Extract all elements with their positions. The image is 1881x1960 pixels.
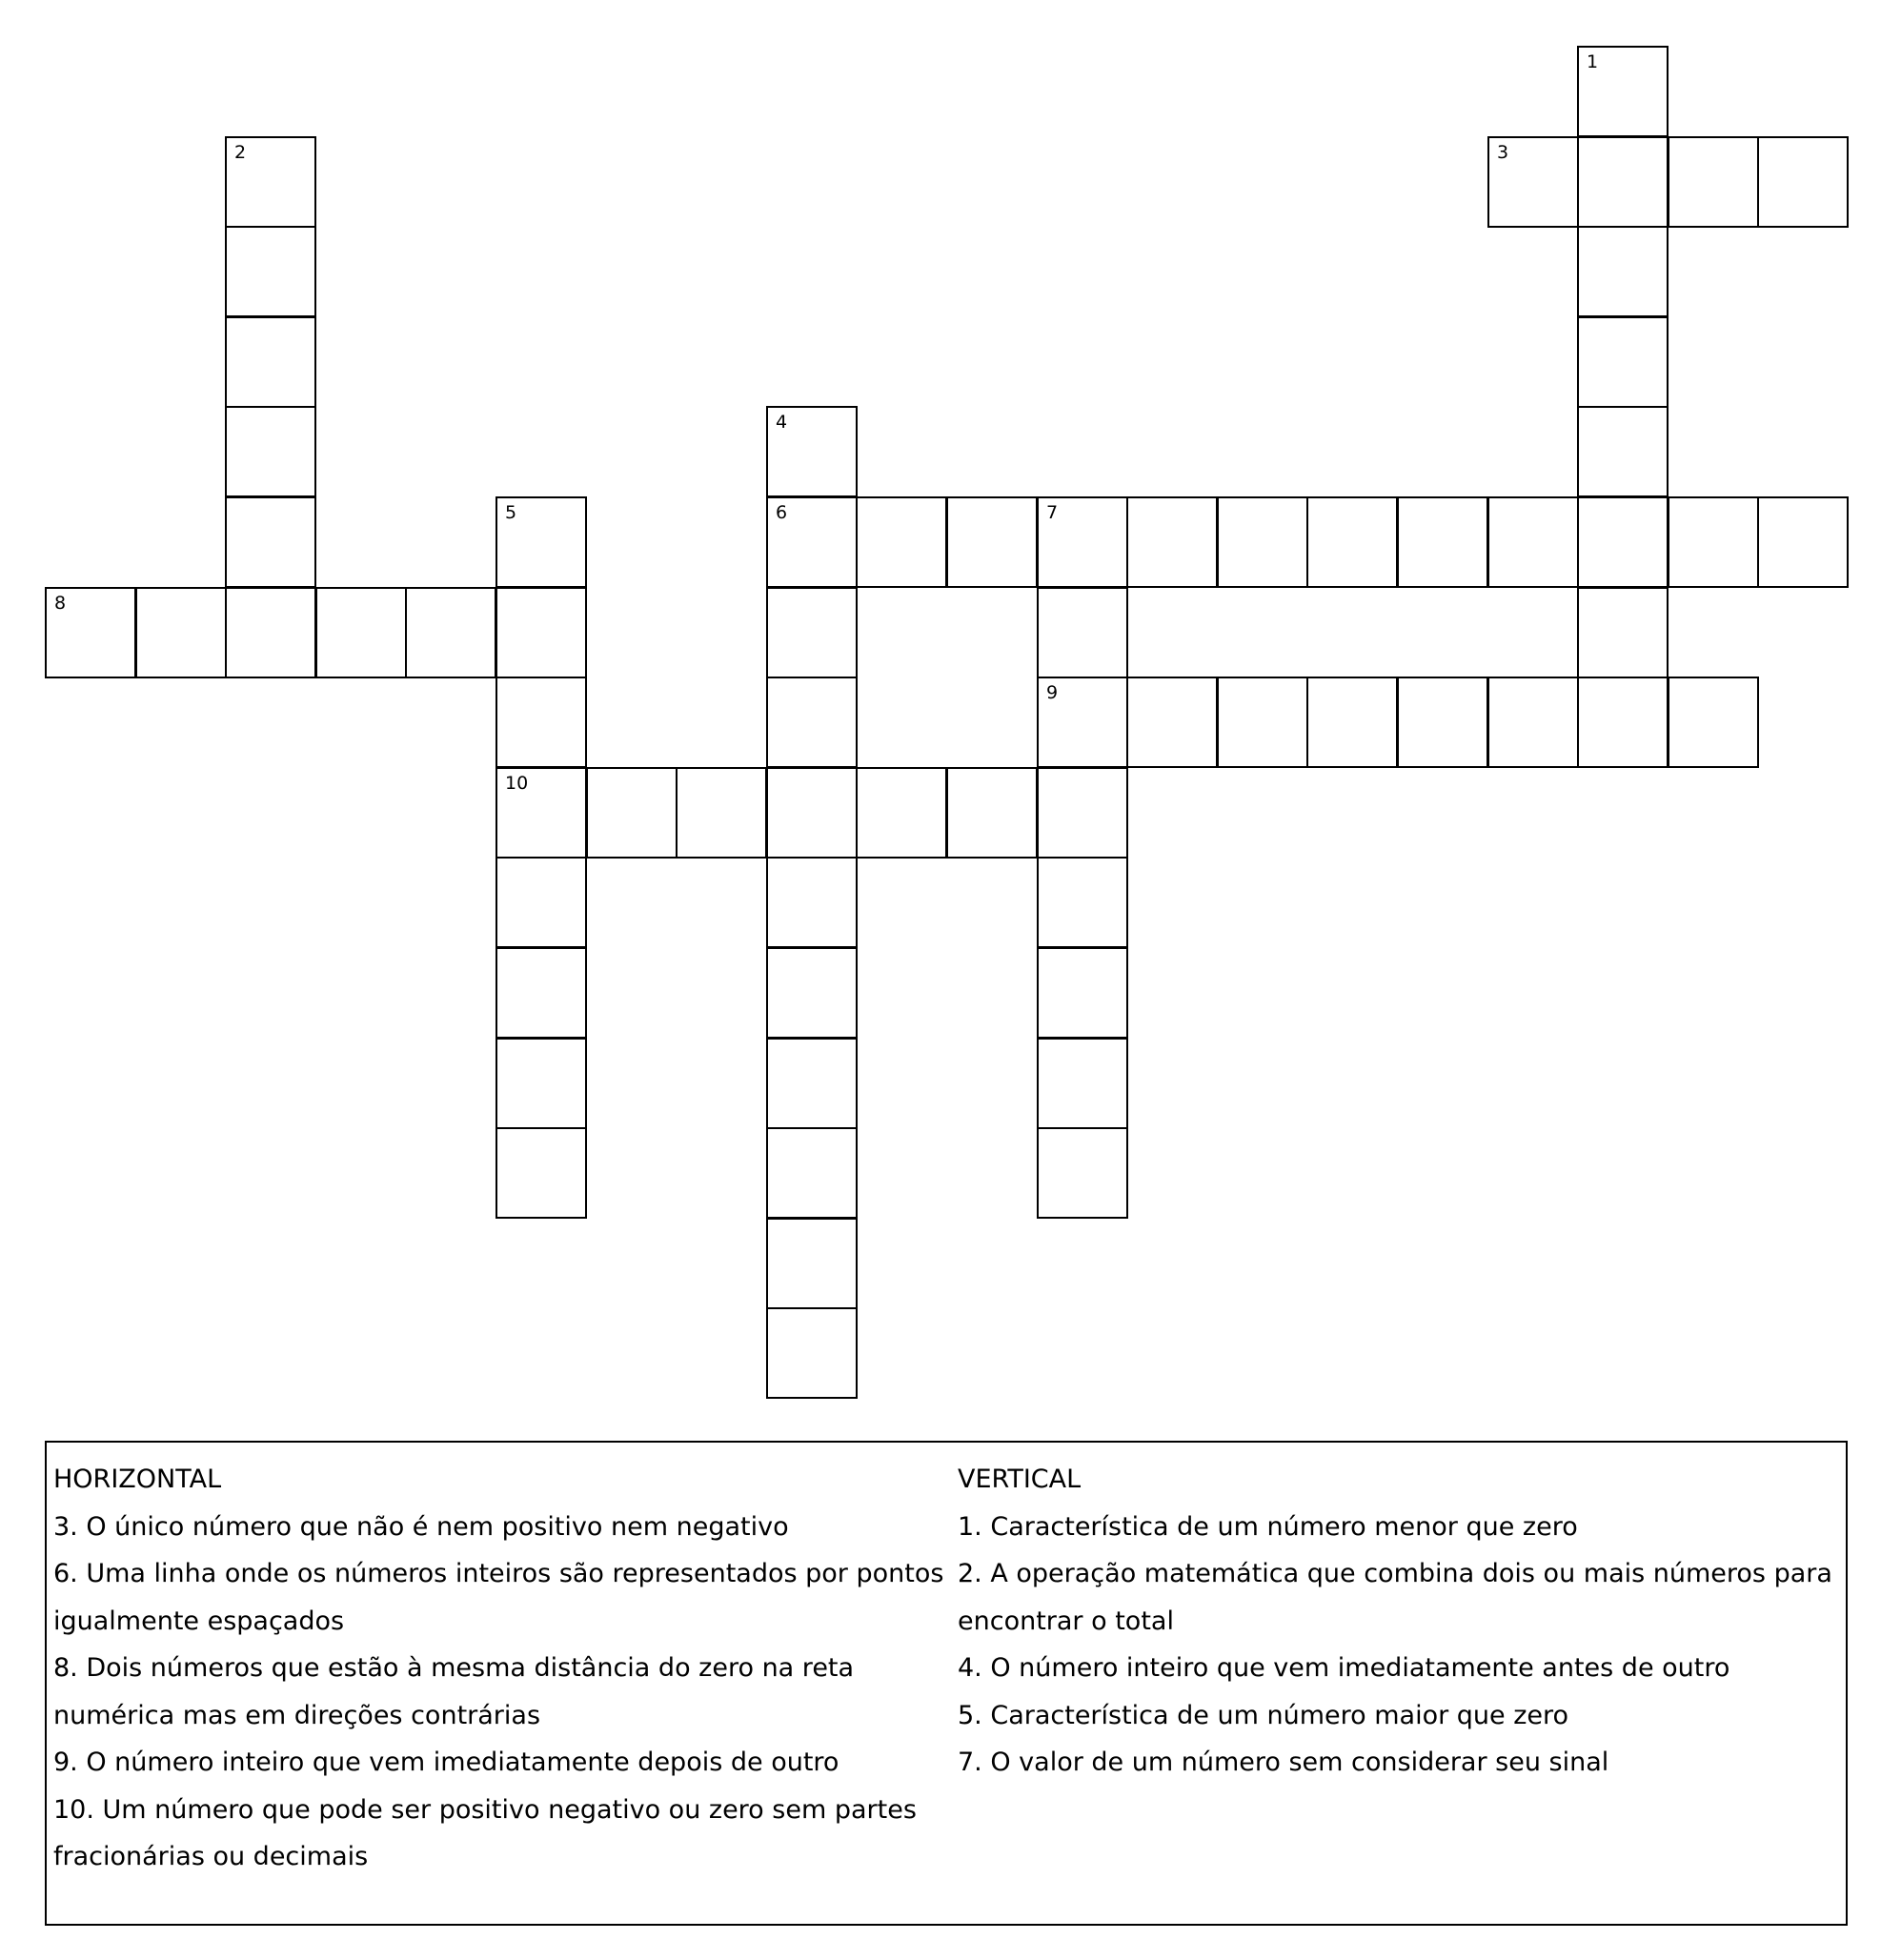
grid-cell[interactable]	[1577, 677, 1669, 768]
grid-cell[interactable]	[1306, 677, 1398, 768]
grid-cell[interactable]	[496, 1127, 587, 1219]
clue-down-7: 7. O valor de um número sem considerar seu sinal	[958, 1748, 1609, 1777]
grid-cell[interactable]	[135, 587, 227, 678]
grid-cell[interactable]	[1668, 496, 1759, 588]
grid-cell[interactable]	[1037, 677, 1128, 768]
down-heading: VERTICAL	[958, 1465, 1082, 1494]
grid-cell[interactable]	[1397, 677, 1488, 768]
grid-cell[interactable]	[946, 767, 1038, 859]
clue-across-6: 6. Uma linha onde os números inteiros são representados por pontos igualmente espaçados	[53, 1559, 944, 1636]
grid-cell[interactable]	[766, 1038, 858, 1129]
grid-cell[interactable]	[1577, 136, 1669, 228]
clue-across-8: 8. Dois números que estão à mesma distância do zero na reta numérica mas em direções contrárias	[53, 1653, 855, 1730]
grid-cell[interactable]	[1577, 587, 1669, 678]
across-heading: HORIZONTAL	[53, 1465, 222, 1494]
clue-number-3: 3	[1497, 142, 1509, 163]
grid-cell[interactable]	[1487, 677, 1579, 768]
grid-cell[interactable]	[225, 136, 316, 228]
grid-cell[interactable]	[856, 767, 947, 859]
clue-down-2: 2. A operação matemática que combina dois ou mais números para encontrar o total	[958, 1559, 1832, 1636]
grid-cell[interactable]	[766, 677, 858, 768]
grid-cell[interactable]	[766, 587, 858, 678]
clue-across-3: 3. O único número que não é nem positivo nem negativo	[53, 1511, 789, 1542]
grid-cell[interactable]	[766, 1307, 858, 1399]
grid-cell[interactable]	[1487, 136, 1579, 228]
grid-cell[interactable]	[496, 496, 587, 588]
grid-cell[interactable]	[766, 947, 858, 1039]
grid-cell[interactable]	[1577, 496, 1669, 588]
clue-number-1: 1	[1587, 51, 1599, 72]
clue-down-1: 1. Característica de um número menor que zero	[958, 1511, 1578, 1542]
grid-cell[interactable]	[1397, 496, 1488, 588]
grid-cell[interactable]	[496, 857, 587, 948]
grid-cell[interactable]	[1037, 857, 1128, 948]
grid-cell[interactable]	[496, 947, 587, 1039]
grid-cell[interactable]	[1126, 677, 1218, 768]
grid-cell[interactable]	[1037, 587, 1128, 678]
grid-cell[interactable]	[1306, 496, 1398, 588]
grid-cell[interactable]	[1577, 226, 1669, 317]
grid-cell[interactable]	[1668, 136, 1759, 228]
grid-cell[interactable]	[1037, 496, 1128, 588]
grid-cell[interactable]	[1217, 496, 1308, 588]
clue-across-9: 9. O número inteiro que vem imediatamente depois de outro	[53, 1748, 839, 1777]
grid-cell[interactable]	[1668, 677, 1759, 768]
grid-cell[interactable]	[405, 587, 496, 678]
grid-cell[interactable]	[766, 857, 858, 948]
grid-cell[interactable]	[1037, 1038, 1128, 1129]
grid-cell[interactable]	[676, 767, 767, 859]
grid-cell[interactable]	[1037, 947, 1128, 1039]
clue-number-10: 10	[505, 773, 529, 794]
grid-cell[interactable]	[946, 496, 1038, 588]
grid-cell[interactable]	[1757, 136, 1849, 228]
grid-cell[interactable]	[45, 587, 136, 678]
grid-cell[interactable]	[856, 496, 947, 588]
grid-cell[interactable]	[766, 496, 858, 588]
grid-cell[interactable]	[1126, 496, 1218, 588]
grid-cell[interactable]	[496, 677, 587, 768]
grid-cell[interactable]	[225, 496, 316, 588]
grid-cell[interactable]	[1487, 496, 1579, 588]
grid-cell[interactable]	[1757, 496, 1849, 588]
clue-number-9: 9	[1046, 682, 1059, 703]
clues-panel	[45, 1441, 1848, 1926]
grid-cell[interactable]	[766, 767, 858, 859]
clue-number-7: 7	[1046, 502, 1059, 523]
clue-number-5: 5	[505, 502, 517, 523]
clue-down-5: 5. Característica de um número maior que zero	[958, 1700, 1569, 1730]
grid-cell[interactable]	[1577, 316, 1669, 408]
grid-cell[interactable]	[586, 767, 678, 859]
clue-number-6: 6	[776, 502, 788, 523]
grid-cell[interactable]	[1037, 767, 1128, 859]
grid-cell[interactable]	[496, 587, 587, 678]
grid-cell[interactable]	[225, 406, 316, 497]
grid-cell[interactable]	[766, 1218, 858, 1309]
clue-down-4: 4. O número inteiro que vem imediatamente antes de outro	[958, 1653, 1730, 1683]
down-clues	[958, 1456, 1844, 1787]
grid-cell[interactable]	[225, 316, 316, 408]
grid-cell[interactable]	[315, 587, 407, 678]
grid-cell[interactable]	[225, 226, 316, 317]
grid-cell[interactable]	[1217, 677, 1308, 768]
grid-cell[interactable]	[766, 406, 858, 497]
grid-cell[interactable]	[1037, 1127, 1128, 1219]
across-clues	[53, 1456, 949, 1881]
clue-number-8: 8	[54, 593, 67, 614]
clue-number-2: 2	[234, 142, 247, 163]
grid-cell[interactable]	[225, 587, 316, 678]
grid-cell[interactable]	[496, 1038, 587, 1129]
clue-across-10: 10. Um número que pode ser positivo negativo ou zero sem partes fracionárias ou decimais	[53, 1794, 917, 1871]
clue-number-4: 4	[776, 412, 788, 433]
grid-cell[interactable]	[496, 767, 587, 859]
grid-cell[interactable]	[1577, 406, 1669, 497]
grid-cell[interactable]	[1577, 46, 1669, 137]
grid-cell[interactable]	[766, 1127, 858, 1219]
